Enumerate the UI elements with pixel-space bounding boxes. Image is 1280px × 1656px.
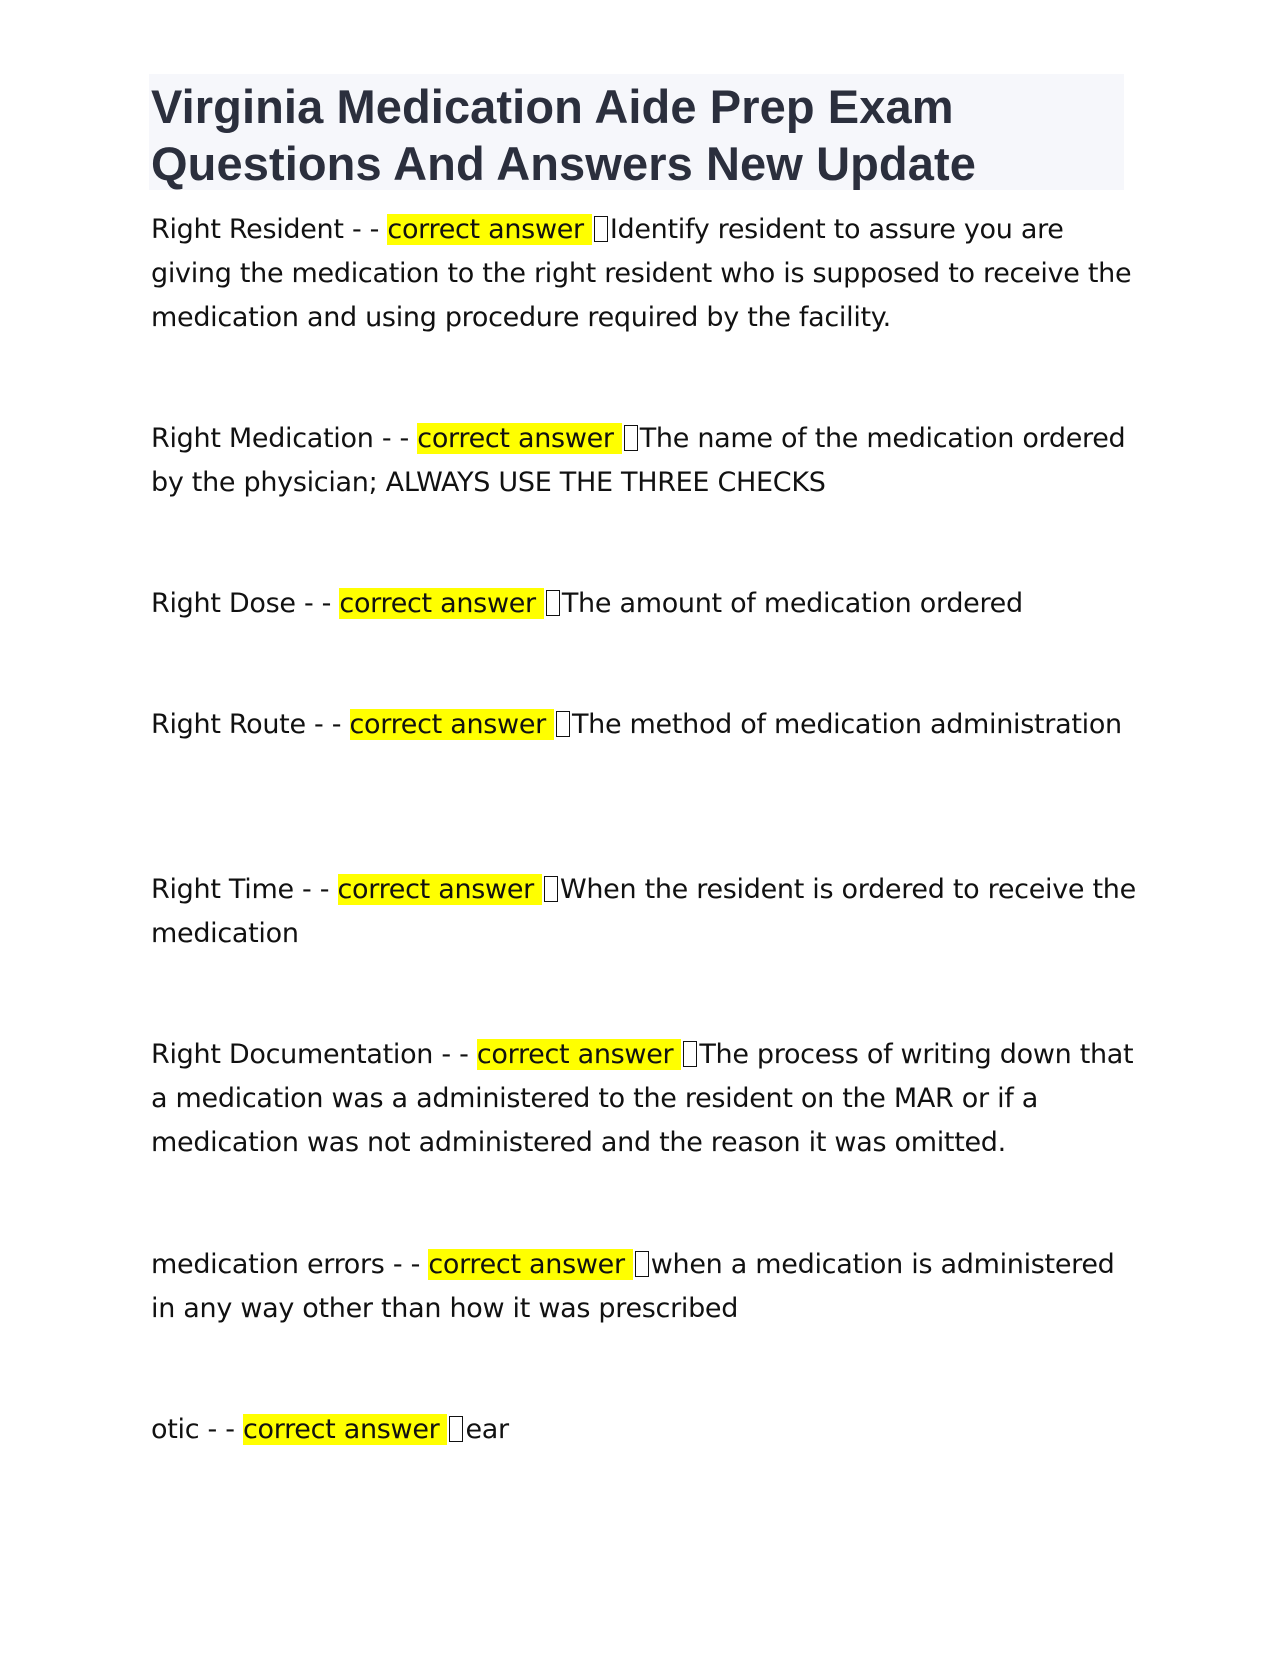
correct-answer-highlight: correct answer — [338, 874, 542, 905]
qa-separator: - - — [384, 1249, 429, 1280]
qa-separator: - - — [295, 588, 340, 619]
qa-term: Right Dose — [151, 588, 296, 619]
qa-item-right-medication — [151, 417, 1141, 505]
qa-answer: ear — [465, 1414, 509, 1445]
missing-glyph-box-icon — [594, 216, 608, 242]
missing-glyph-box-icon — [544, 876, 558, 902]
qa-answer: The amount of medication ordered — [561, 588, 1023, 619]
missing-glyph-box-icon — [556, 711, 570, 737]
qa-separator: - - — [343, 214, 388, 245]
qa-term: medication errors — [151, 1249, 385, 1280]
qa-separator: - - — [433, 1039, 477, 1070]
qa-answer: Identify resident to assure you are giving the medication to the right resident who is supposed to receive the medication and using procedure required by the facility. — [151, 214, 1132, 333]
missing-glyph-box-icon — [683, 1041, 697, 1067]
qa-separator: - - — [305, 709, 350, 740]
qa-item-right-time — [151, 868, 1141, 956]
correct-answer-highlight: correct answer — [387, 214, 591, 245]
qa-item-right-resident — [151, 208, 1141, 340]
qa-item-medication-errors — [151, 1243, 1141, 1331]
qa-term: Right Resident — [151, 214, 344, 245]
qa-separator: - - — [199, 1414, 243, 1445]
qa-term: Right Time — [151, 874, 294, 905]
correct-answer-highlight: correct answer — [428, 1249, 632, 1280]
qa-term: otic — [151, 1414, 200, 1445]
qa-term: Right Medication — [151, 423, 374, 454]
qa-item-right-route — [151, 703, 1141, 747]
correct-answer-highlight: correct answer — [477, 1039, 681, 1070]
qa-answer: The method of medication administration — [571, 709, 1122, 740]
qa-item-right-dose — [151, 582, 1141, 626]
qa-item-otic — [151, 1408, 1141, 1452]
correct-answer-highlight: correct answer — [339, 588, 543, 619]
missing-glyph-box-icon — [635, 1251, 649, 1277]
page-title: Virginia Medication Aide Prep Exam Questions And Answers New Update — [151, 80, 976, 190]
missing-glyph-box-icon — [624, 425, 638, 451]
qa-term: Right Documentation — [151, 1039, 434, 1070]
qa-answer: when a medication is administered in any way other than how it was prescribed — [151, 1249, 1115, 1324]
qa-separator: - - — [293, 874, 338, 905]
title-box — [149, 74, 1124, 190]
qa-term: Right Route — [151, 709, 306, 740]
missing-glyph-box-icon — [546, 590, 560, 616]
missing-glyph-box-icon — [449, 1416, 463, 1442]
qa-separator: - - — [373, 423, 418, 454]
correct-answer-highlight: correct answer — [417, 423, 621, 454]
correct-answer-highlight: correct answer — [243, 1414, 447, 1445]
qa-item-right-documentation — [151, 1033, 1141, 1165]
qa-answer: The name of the medication ordered by the physician; ALWAYS USE THE THREE CHECKS — [151, 423, 1126, 498]
qa-answer: When the resident is ordered to receive the medication — [151, 874, 1136, 949]
qa-answer: The process of writing down that a medication was a administered to the resident on the MAR or if a medication was not administered and the reason it was omitted. — [151, 1039, 1134, 1158]
correct-answer-highlight: correct answer — [350, 709, 554, 740]
